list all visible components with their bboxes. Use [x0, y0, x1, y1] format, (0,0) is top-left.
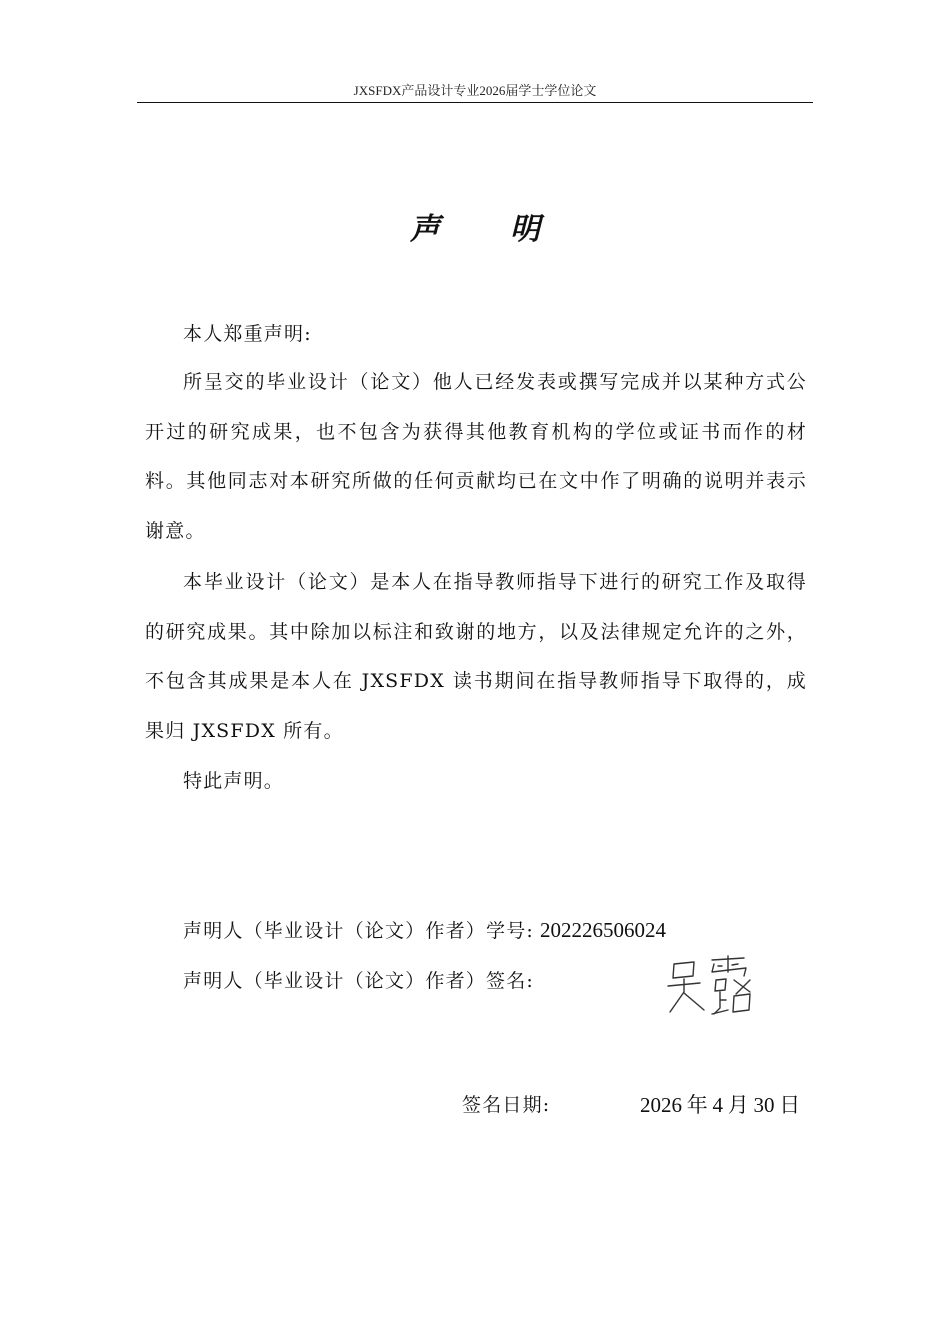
- signature-label: 声明人（毕业设计（论文）作者）签名:: [183, 970, 535, 992]
- date-month-unit: 月: [727, 1093, 749, 1117]
- closing-statement: 特此声明。: [183, 770, 285, 792]
- opening-statement: 本人郑重声明:: [183, 323, 312, 345]
- signature-line: [183, 966, 534, 993]
- date-day: 30: [753, 1093, 775, 1117]
- handwritten-signature: [660, 950, 770, 1030]
- date-label: 签名日期:: [462, 1094, 551, 1116]
- date-day-unit: 日: [779, 1093, 801, 1117]
- declaration-paragraph-1: 所呈交的毕业设计（论文）他人已经发表或撰写完成并以某种方式公开过的研究成果，也不包含为获得其他教育机构的学位或证书而作的材料。其他同志对本研究所做的任何贡献均已在文中作了明确的说明并表示谢意。: [145, 371, 807, 542]
- header-rule: [137, 102, 813, 103]
- date-month: 4: [712, 1093, 723, 1117]
- date-year-unit: 年: [686, 1093, 708, 1117]
- date-year: 2026: [640, 1093, 682, 1117]
- signing-date: [640, 1089, 800, 1119]
- page-title: 声明: [410, 212, 610, 247]
- declaration-paragraph-2: 本毕业设计（论文）是本人在指导教师指导下进行的研究工作及取得的研究成果。其中除加以标注和致谢的地方，以及法律规定允许的之外，不包含其成果是本人在 JXSFDX 读书期间在指导教师指导下取得的，成 果归 JXSFDX 所有。: [145, 571, 848, 742]
- student-id-line: [183, 916, 666, 943]
- student-id-value: 202226506024: [540, 918, 667, 942]
- running-header: JXSFDX产品设计专业2026届学士学位论文: [353, 83, 597, 98]
- student-id-label: 声明人（毕业设计（论文）作者）学号:: [183, 920, 535, 942]
